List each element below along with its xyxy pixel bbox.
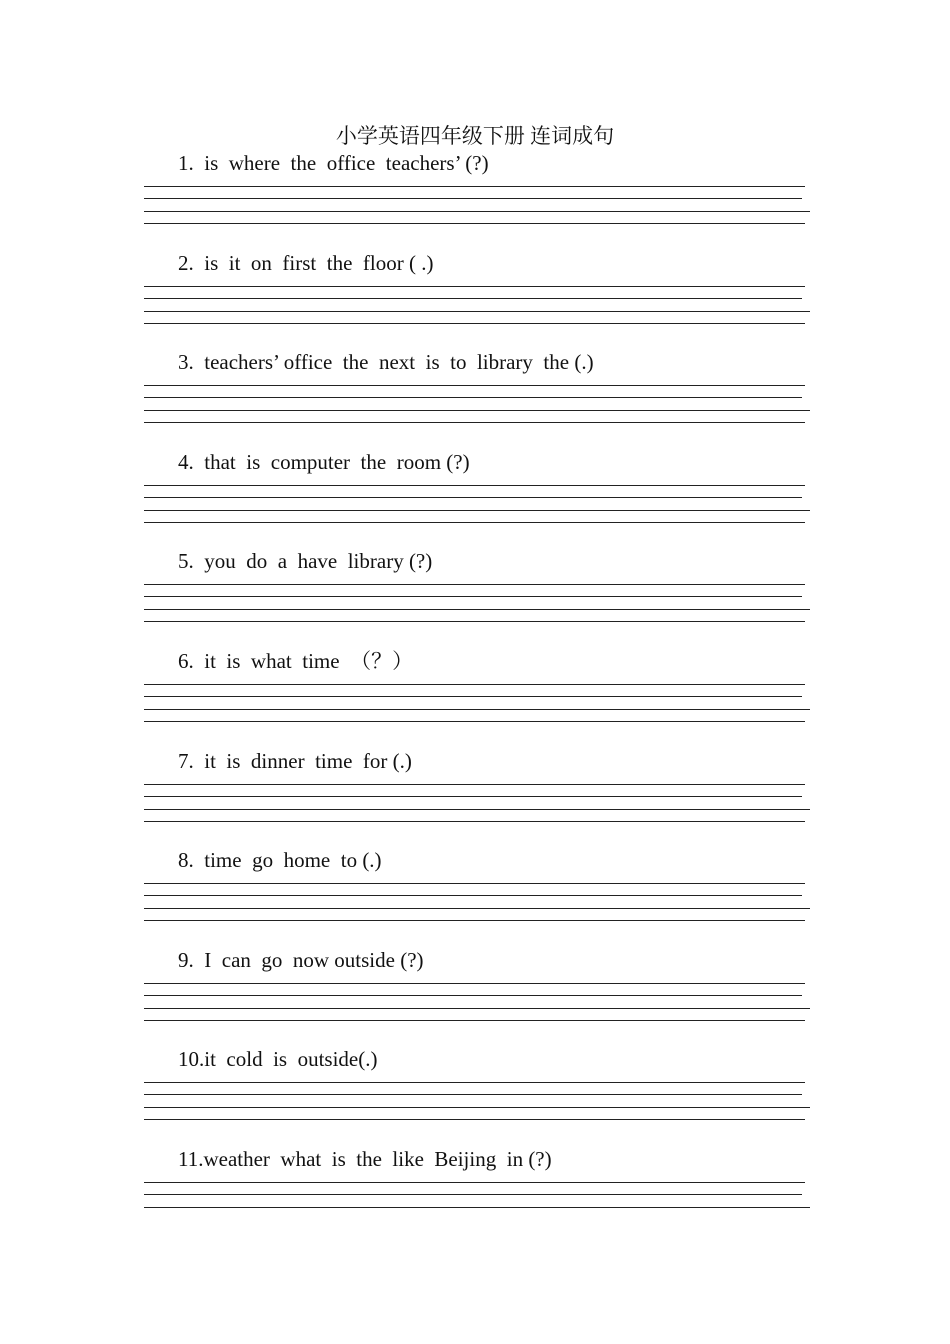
question-item — [0, 1146, 950, 1226]
answer-line[interactable] — [144, 995, 802, 996]
answer-line[interactable] — [144, 908, 810, 909]
answer-line[interactable] — [144, 784, 805, 785]
answer-line[interactable] — [144, 1082, 805, 1083]
answer-line[interactable] — [144, 522, 805, 523]
question-item — [0, 449, 950, 529]
answer-line[interactable] — [144, 1207, 810, 1208]
question-item — [0, 648, 950, 728]
answer-line[interactable] — [144, 186, 805, 187]
question-item — [0, 748, 950, 828]
question-text: 11.weather what is the like Beijing in (?) — [178, 1147, 552, 1171]
answer-line[interactable] — [144, 1094, 802, 1095]
answer-line[interactable] — [144, 198, 802, 199]
question-text: 3. teachers’ office the next is to library the (.) — [178, 350, 594, 374]
answer-line[interactable] — [144, 584, 805, 585]
question-text: 4. that is computer the room (?) — [178, 450, 470, 474]
answer-line[interactable] — [144, 609, 810, 610]
answer-line[interactable] — [144, 211, 810, 212]
answer-line[interactable] — [144, 895, 802, 896]
answer-line[interactable] — [144, 422, 805, 423]
answer-line[interactable] — [144, 323, 805, 324]
answer-line[interactable] — [144, 1107, 810, 1108]
answer-line[interactable] — [144, 796, 802, 797]
question-text: 6. it is what time （？） — [178, 649, 414, 673]
answer-line[interactable] — [144, 809, 810, 810]
question-item — [0, 947, 950, 1027]
question-text: 2. is it on first the floor ( .) — [178, 251, 434, 275]
question-text: 1. is where the office teachers’ (?) — [178, 151, 489, 175]
answer-line[interactable] — [144, 1194, 802, 1195]
question-text: 7. it is dinner time for (.) — [178, 749, 412, 773]
question-item — [0, 150, 950, 230]
answer-line[interactable] — [144, 821, 805, 822]
answer-line[interactable] — [144, 709, 810, 710]
answer-line[interactable] — [144, 596, 802, 597]
question-item — [0, 349, 950, 429]
question-text: 10.it cold is outside(.) — [178, 1047, 378, 1071]
answer-line[interactable] — [144, 696, 802, 697]
answer-line[interactable] — [144, 920, 805, 921]
answer-line[interactable] — [144, 397, 802, 398]
answer-line[interactable] — [144, 1119, 805, 1120]
answer-line[interactable] — [144, 223, 805, 224]
page-title: 小学英语四年级下册 连词成句 — [335, 124, 615, 148]
answer-line[interactable] — [144, 385, 805, 386]
question-item — [0, 1046, 950, 1126]
answer-line[interactable] — [144, 286, 805, 287]
answer-line[interactable] — [144, 497, 802, 498]
answer-line[interactable] — [144, 883, 805, 884]
question-text: 9. I can go now outside (?) — [178, 948, 424, 972]
question-item — [0, 847, 950, 927]
question-item — [0, 250, 950, 330]
question-text: 8. time go home to (.) — [178, 848, 382, 872]
answer-line[interactable] — [144, 983, 805, 984]
answer-line[interactable] — [144, 410, 810, 411]
answer-line[interactable] — [144, 1008, 810, 1009]
answer-line[interactable] — [144, 1182, 805, 1183]
answer-line[interactable] — [144, 510, 810, 511]
answer-line[interactable] — [144, 621, 805, 622]
answer-line[interactable] — [144, 684, 805, 685]
answer-line[interactable] — [144, 311, 810, 312]
answer-line[interactable] — [144, 485, 805, 486]
answer-line[interactable] — [144, 721, 805, 722]
answer-line[interactable] — [144, 298, 802, 299]
question-item — [0, 548, 950, 628]
question-text: 5. you do a have library (?) — [178, 549, 433, 573]
answer-line[interactable] — [144, 1020, 805, 1021]
